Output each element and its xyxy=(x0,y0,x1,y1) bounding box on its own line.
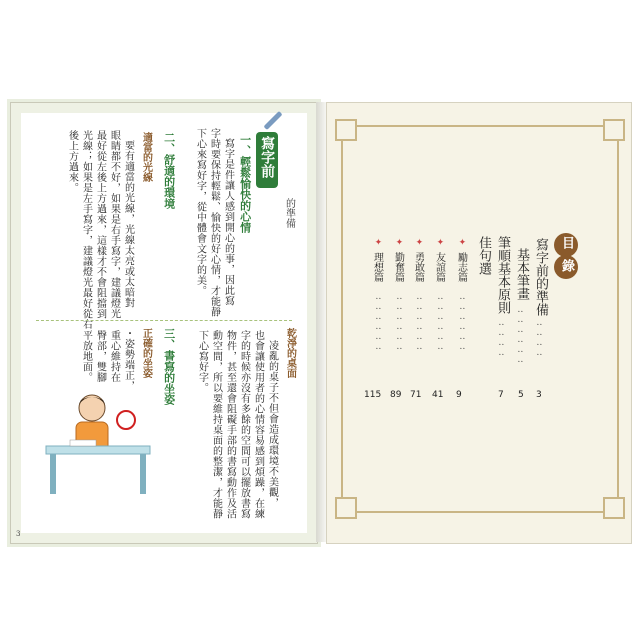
section-3-line-6: 下心寫好字。 xyxy=(196,330,208,393)
frame-corner-ornament xyxy=(335,497,357,519)
toc-item-page: 9 xyxy=(456,390,462,400)
section-3-line-3: 字的時候亦沒有多餘的空間可以擺放書寫 xyxy=(238,330,250,519)
section-2-line-5: 後上方過來。 xyxy=(66,130,78,193)
toc-item-label: 寫字前的準備 xyxy=(532,238,548,316)
header-suffix: 的準備 xyxy=(283,198,295,228)
toc-item-dots: ‥‥‥‥ xyxy=(496,318,507,358)
section-4-subheading: 正確的坐姿 xyxy=(140,328,152,378)
section-2-subheading: 適當的光線 xyxy=(140,132,152,182)
toc-item-dots: ‥‥‥‥‥‥ xyxy=(394,292,405,352)
highlight-circle-icon xyxy=(116,410,136,430)
section-3-line-5: 動空間，所以要維持桌面的整潔，才能靜 xyxy=(210,330,222,519)
toc-item-page: 115 xyxy=(364,390,382,400)
section-4-line-1: ・姿勢端正， xyxy=(122,328,134,391)
toc-item-dots: ‥‥‥‥‥‥ xyxy=(457,292,468,352)
frame-corner-ornament xyxy=(335,119,357,141)
toc-item-label: 友誼篇 xyxy=(433,252,445,282)
page-number-left: 3 xyxy=(16,530,21,538)
header-badge-text: 寫字前 xyxy=(259,136,276,178)
toc-title: 目錄 xyxy=(559,236,574,282)
section-2-line-1: 要有適當的光線，光線太亮或太暗對 xyxy=(122,140,134,308)
book-gutter xyxy=(316,102,326,542)
section-3-line-1: 凌亂的桌子不但會造成環境不美觀， xyxy=(266,340,278,508)
section-divider xyxy=(36,320,292,321)
toc-item-page: 41 xyxy=(432,390,444,400)
toc-bullet-icon: ✦ xyxy=(435,238,446,248)
section-1-line-2: 字時要保持輕鬆、愉快的好心情，才能靜 xyxy=(208,128,220,317)
toc-item-label: 佳句選 xyxy=(475,236,491,275)
section-2-line-3: 最好從左後上方過來，這樣才不會阻擋到 xyxy=(94,130,106,319)
toc-item-dots: ‥‥‥‥‥‥ xyxy=(414,292,425,352)
toc-item-label: 勇敢篇 xyxy=(412,252,424,282)
section-1-heading: 一、輕鬆愉快的心情 xyxy=(238,134,252,233)
section-1-line-3: 下心來寫好字，從中體會文字的美。 xyxy=(194,128,206,296)
toc-item-page: 71 xyxy=(410,390,422,400)
student-at-desk-illustration xyxy=(40,388,156,498)
toc-item-page: 7 xyxy=(498,390,504,400)
section-2-line-2: 眼睛都不好，如果是右手寫字，建議燈光 xyxy=(108,130,120,319)
toc-item-page: 3 xyxy=(536,390,542,400)
toc-bullet-icon: ✦ xyxy=(394,238,405,248)
toc-bullet-icon: ✦ xyxy=(373,238,384,248)
toc-item-label: 筆順基本原則 xyxy=(494,236,510,314)
toc-bullet-icon: ✦ xyxy=(457,238,468,248)
section-4-line-3: 臀部，雙腳 xyxy=(94,330,106,383)
toc-item-dots: ‥‥‥‥‥‥ xyxy=(515,305,526,365)
section-3-line-2: 也會讓使用者的心情容易感到煩躁，在練 xyxy=(252,330,264,519)
section-4-line-4: 平放地面。 xyxy=(80,330,92,383)
section-4-line-2: 重心維持在 xyxy=(108,330,120,383)
right-page xyxy=(326,102,632,544)
toc-item-label: 理想篇 xyxy=(371,252,383,282)
section-3-line-4: 物件，甚至還會阻礙手部的書寫動作及活 xyxy=(224,330,236,519)
frame-corner-ornament xyxy=(603,497,625,519)
toc-item-label: 基本筆畫 xyxy=(513,248,529,300)
toc-item-page: 89 xyxy=(390,390,402,400)
toc-item-page: 5 xyxy=(518,390,524,400)
toc-item-dots: ‥‥‥‥‥‥ xyxy=(373,292,384,352)
toc-item-dots: ‥‥‥‥‥‥ xyxy=(435,292,446,352)
frame-corner-ornament xyxy=(603,119,625,141)
section-2-heading: 二、舒適的環境 xyxy=(162,132,176,209)
section-1-line-1: 寫字是件讓人感到開心的事，因此寫 xyxy=(222,138,234,306)
section-4-heading: 三、書寫的坐姿 xyxy=(162,328,176,405)
toc-item-label: 勤奮篇 xyxy=(392,252,404,282)
section-3-subheading: 乾淨的桌面 xyxy=(284,328,296,378)
toc-item-label: 勵志篇 xyxy=(455,252,467,282)
toc-bullet-icon: ✦ xyxy=(414,238,425,248)
toc-item-dots: ‥‥‥‥ xyxy=(534,318,545,358)
section-2-line-4: 光線；如果是左手寫字，建議燈光最好從右 xyxy=(80,130,92,330)
